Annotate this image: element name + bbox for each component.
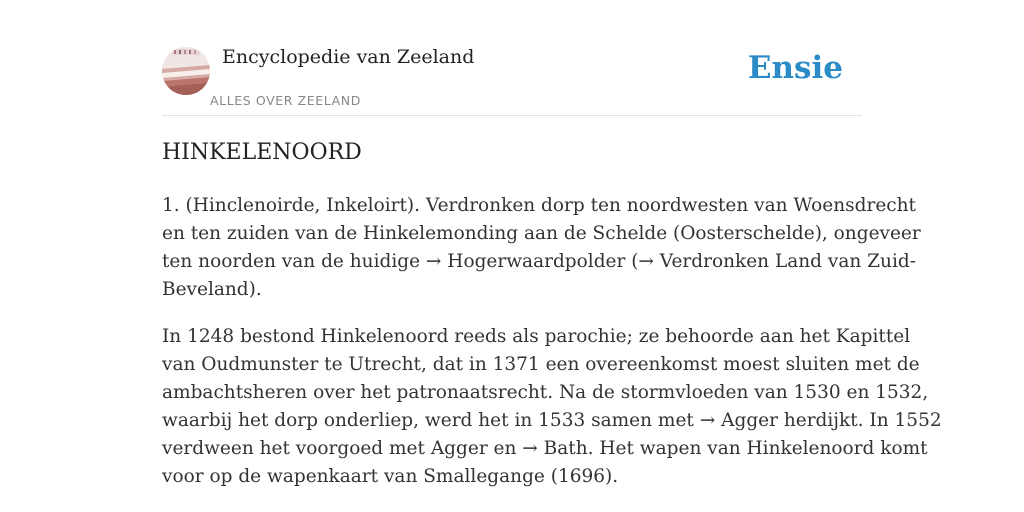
paragraph-line: 1. (Hinclenoirde, Inkeloirt). Verdronken dorp ten noordwesten van Woensdrecht xyxy=(162,195,916,216)
paragraph-line: In 1248 bestond Hinkelenoord reeds als parochie; ze behoorde aan het Kapittel xyxy=(162,326,911,347)
ensie-logo-link[interactable]: Ensie xyxy=(747,50,843,86)
site-title[interactable]: Encyclopedie van Zeeland xyxy=(222,46,475,68)
paragraph-line: verdween het voorgoed met Agger en → Bath. Het wapen van Hinkelenoord komt xyxy=(162,438,928,459)
article-paragraph-2 xyxy=(162,323,942,491)
paragraph-line: Beveland). xyxy=(162,279,262,300)
paragraph-line: waarbij het dorp onderliep, werd het in 1533 samen met → Agger herdijkt. In 1552 xyxy=(162,410,942,431)
article-paragraph-1 xyxy=(162,192,921,304)
site-subtitle: ALLES OVER ZEELAND xyxy=(210,93,361,108)
site-header xyxy=(162,44,862,116)
book-icon xyxy=(162,47,210,95)
article-title: HINKELENOORD xyxy=(162,140,362,165)
paragraph-line: voor op de wapenkaart van Smallegange (1696). xyxy=(162,466,619,487)
paragraph-line: en ten zuiden van de Hinkelemonding aan de Schelde (Oosterschelde), ongeveer xyxy=(162,223,921,244)
paragraph-line: ten noorden van de huidige → Hogerwaardpolder (→ Verdronken Land van Zuid- xyxy=(162,251,916,272)
paragraph-line: ambachtsheren over het patronaatsrecht. Na de stormvloeden van 1530 en 1532, xyxy=(162,382,929,403)
encyclopedia-avatar[interactable] xyxy=(162,47,210,95)
paragraph-line: van Oudmunster te Utrecht, dat in 1371 een overeenkomst moest sluiten met de xyxy=(162,354,920,375)
